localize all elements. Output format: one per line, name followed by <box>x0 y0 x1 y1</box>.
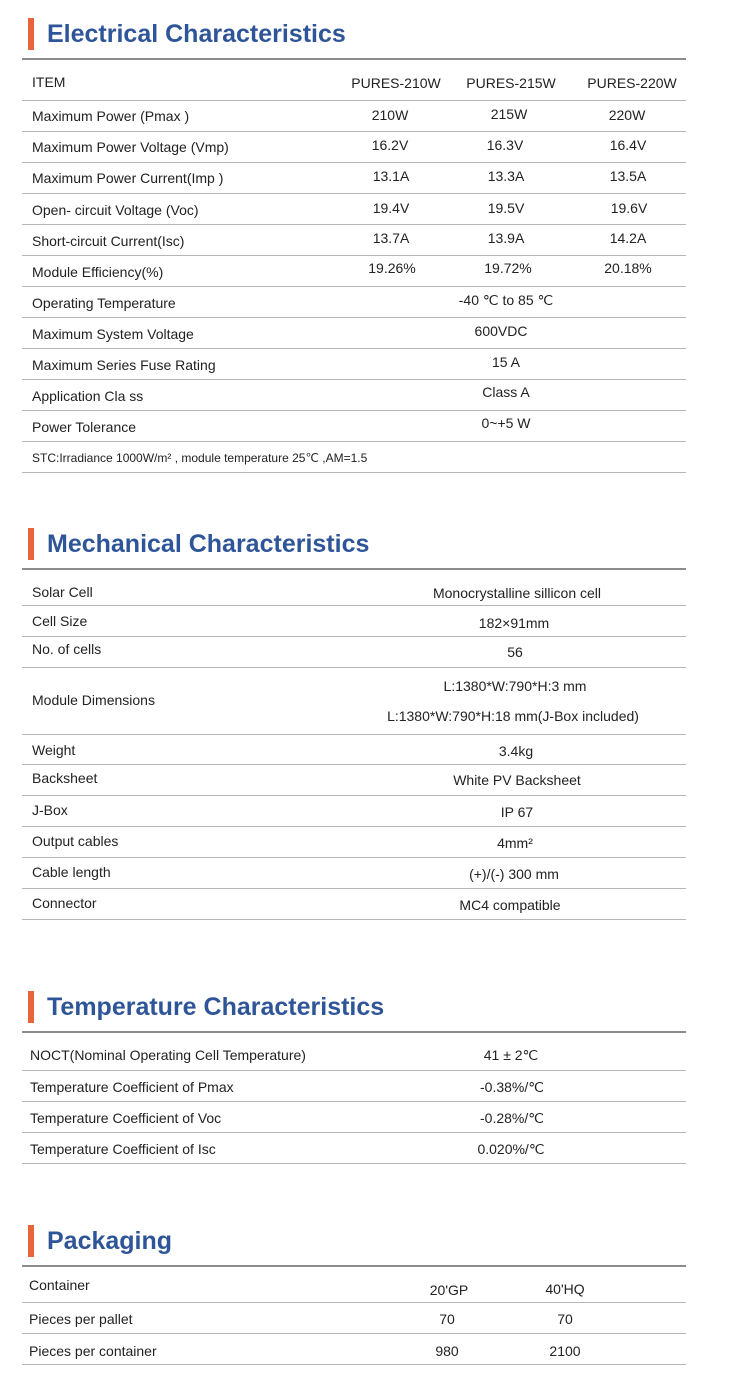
temperature-header <box>22 985 686 1033</box>
row-label: Maximum Series Fuse Rating <box>32 357 216 373</box>
table-row <box>22 1102 686 1133</box>
table-row <box>22 256 686 287</box>
mechanical-section <box>22 522 686 920</box>
cell-value: 20.18% <box>604 260 652 276</box>
table-row <box>22 735 686 765</box>
cell-value: 13.3A <box>487 168 525 184</box>
row-label: Temperature Coefficient of Pmax <box>30 1079 234 1095</box>
cell-value: 16.3V <box>486 137 524 153</box>
stc-note <box>22 442 686 473</box>
row-label: Pieces per container <box>29 1343 157 1359</box>
cell-value: IP 67 <box>500 804 534 820</box>
table-row <box>22 318 686 349</box>
table-row <box>22 827 686 858</box>
cell-value: 56 <box>507 644 523 660</box>
cell-value: 14.2A <box>609 230 647 246</box>
cell-value: Monocrystalline sillicon cell <box>432 585 602 601</box>
cell-value: 2100 <box>549 1343 581 1359</box>
row-label: Maximum System Voltage <box>32 326 194 342</box>
table-row <box>22 1303 686 1334</box>
section-title: Packaging <box>47 1227 173 1255</box>
row-label: Output cables <box>32 833 119 849</box>
row-label: Power Tolerance <box>32 419 137 435</box>
accent-bar <box>28 991 34 1023</box>
packaging-section <box>22 1219 686 1365</box>
row-label: Weight <box>32 742 76 758</box>
table-row <box>22 637 686 668</box>
table-row <box>22 349 686 380</box>
table-row <box>22 796 686 827</box>
row-label: Module Dimensions <box>32 692 155 708</box>
table-row <box>22 1133 686 1164</box>
temperature-section <box>22 985 686 1164</box>
row-label: Module Efficiency(%) <box>32 264 164 280</box>
table-header-row <box>22 60 686 101</box>
table-row <box>22 163 686 194</box>
row-label: No. of cells <box>32 641 102 657</box>
cell-value: MC4 compatible <box>459 897 561 913</box>
electrical-section <box>22 12 686 473</box>
cell-value: -40 ℃ to 85 ℃ <box>458 292 554 308</box>
cell-value: 600VDC <box>474 323 528 339</box>
table-row <box>22 1033 686 1071</box>
cell-value: L:1380*W:790*H:3 mm <box>443 678 587 694</box>
table-row <box>22 606 686 637</box>
table-row <box>22 765 686 796</box>
cell-value: 13.7A <box>372 230 410 246</box>
cell-value: 220W <box>608 107 646 123</box>
cell-value: L:1380*W:790*H:18 mm(J-Box included) <box>387 708 639 724</box>
table-header-row <box>22 1267 686 1303</box>
model-header: PURES-220W <box>587 75 677 91</box>
cell-value: 16.4V <box>609 137 647 153</box>
row-label: Temperature Coefficient of Isc <box>30 1141 216 1157</box>
cell-value: 13.5A <box>609 168 647 184</box>
table-row <box>22 1071 686 1102</box>
cell-value: 15 A <box>491 354 521 370</box>
cell-value: 70 <box>557 1311 573 1327</box>
row-label: Open- circuit Voltage (Voc) <box>32 202 199 218</box>
packaging-header <box>22 1219 686 1267</box>
table-row <box>22 411 686 442</box>
cell-value: 182×91mm <box>478 615 550 631</box>
cell-value: (+)/(-) 300 mm <box>469 866 559 882</box>
cell-value: 4mm² <box>497 835 533 851</box>
mechanical-header <box>22 522 686 570</box>
model-header: PURES-215W <box>466 75 556 91</box>
cell-value: 70 <box>439 1311 455 1327</box>
accent-bar <box>28 18 34 50</box>
accent-bar <box>28 1225 34 1257</box>
note-text: STC:Irradiance 1000W/m² , module temperature 25℃ ,AM=1.5 <box>32 451 368 465</box>
table-row <box>22 570 686 606</box>
cell-value: 19.26% <box>368 260 416 276</box>
table-row <box>22 1334 686 1365</box>
row-label: Temperature Coefficient of Voc <box>30 1110 222 1126</box>
row-label: Backsheet <box>32 770 98 786</box>
item-header: ITEM <box>32 74 66 90</box>
cell-value: 13.1A <box>372 168 410 184</box>
row-label: Pieces per pallet <box>29 1311 133 1327</box>
cell-value: -0.38%/℃ <box>480 1079 544 1095</box>
cell-value: 0~+5 W <box>481 415 531 431</box>
row-label: Solar Cell <box>32 584 93 600</box>
cell-value: 19.5V <box>487 200 525 216</box>
column-header: 40'HQ <box>545 1281 585 1297</box>
cell-value: 215W <box>490 106 528 122</box>
section-title: Temperature Characteristics <box>47 993 385 1021</box>
cell-value: Class A <box>482 384 530 400</box>
accent-bar <box>28 528 34 560</box>
container-header: Container <box>29 1277 90 1293</box>
electrical-header <box>22 12 686 60</box>
table-row <box>22 668 686 735</box>
row-label: Operating Temperature <box>32 295 176 311</box>
row-label: Cable length <box>32 864 111 880</box>
section-title: Mechanical Characteristics <box>47 530 370 558</box>
row-label: Cell Size <box>32 613 88 629</box>
table-row <box>22 287 686 318</box>
table-row <box>22 132 686 163</box>
row-label: NOCT(Nominal Operating Cell Temperature) <box>30 1047 306 1063</box>
cell-value: 19.4V <box>372 200 410 216</box>
cell-value: 0.020%/℃ <box>477 1141 545 1157</box>
row-label: Application Cla ss <box>32 388 144 404</box>
cell-value: 980 <box>435 1343 459 1359</box>
column-header: 20'GP <box>429 1282 469 1298</box>
cell-value: 3.4kg <box>498 743 534 759</box>
table-row <box>22 194 686 225</box>
model-header: PURES-210W <box>351 75 441 91</box>
table-row <box>22 858 686 889</box>
row-label: Maximum Power (Pmax ) <box>32 108 190 124</box>
row-label: J-Box <box>32 802 68 818</box>
cell-value: 19.72% <box>484 260 532 276</box>
cell-value: 13.9A <box>487 230 525 246</box>
table-row <box>22 889 686 920</box>
row-label: Short-circuit Current(Isc) <box>32 233 185 249</box>
table-row <box>22 380 686 411</box>
cell-value: 41 ± 2℃ <box>483 1047 539 1063</box>
section-title: Electrical Characteristics <box>47 20 346 48</box>
row-label: Connector <box>32 895 97 911</box>
cell-value: White PV Backsheet <box>453 772 581 788</box>
cell-value: -0.28%/℃ <box>480 1110 544 1126</box>
cell-value: 210W <box>371 107 409 123</box>
cell-value: 16.2V <box>371 137 409 153</box>
table-row <box>22 225 686 256</box>
row-label: Maximum Power Voltage (Vmp) <box>32 139 229 155</box>
table-row <box>22 101 686 132</box>
cell-value: 19.6V <box>610 200 648 216</box>
row-label: Maximum Power Current(Imp ) <box>32 170 224 186</box>
